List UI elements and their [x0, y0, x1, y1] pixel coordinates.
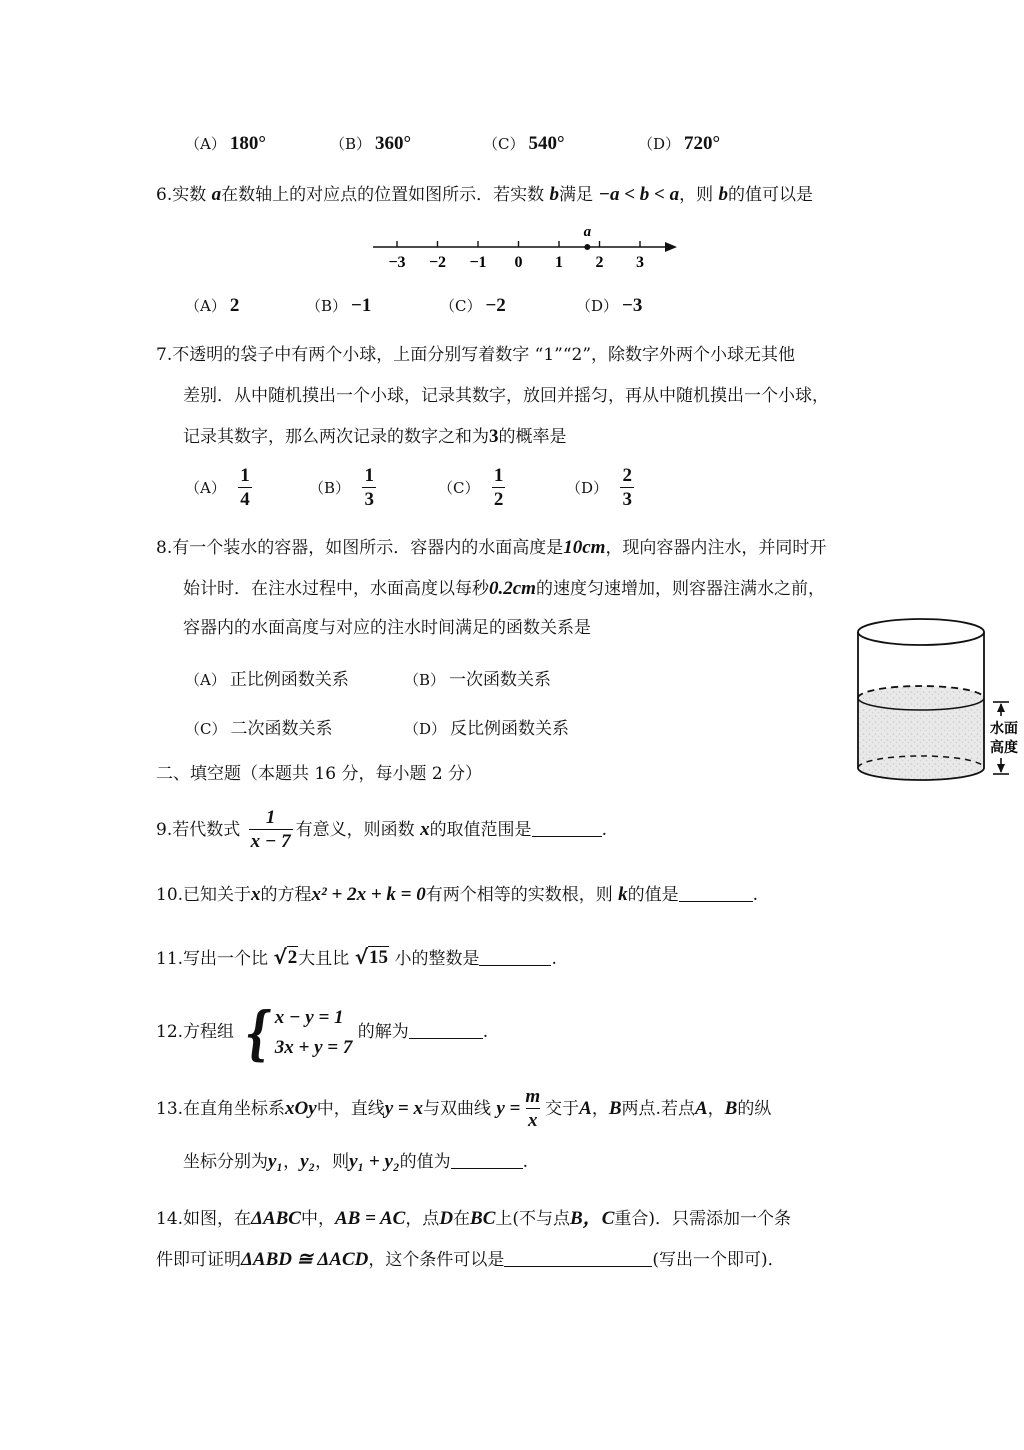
numerator: 1 [364, 465, 374, 486]
q7-text: 的概率是 [498, 427, 567, 447]
q11-stem [156, 945, 557, 971]
inequality: −a < b < a [598, 184, 680, 205]
option-value: 二次函数关系 [230, 719, 333, 739]
q12-text: 的解为 [357, 1022, 409, 1042]
point-d: D [439, 1208, 454, 1229]
fraction [362, 465, 376, 512]
answer-blank[interactable] [504, 1248, 652, 1267]
option-label: （D） [566, 479, 609, 497]
equation: x² + 2x + k = 0 [311, 884, 426, 905]
answer-blank[interactable] [409, 1020, 483, 1039]
period: . [522, 1152, 528, 1172]
q9-stem [156, 806, 607, 854]
number-line-tick-label: 2 [595, 254, 604, 271]
q7-number: 3 [489, 426, 499, 447]
q6-option-d [576, 295, 642, 317]
q5-option-a [185, 133, 266, 155]
q14-text: ，这个条件可以是 [368, 1250, 505, 1270]
period: . [482, 1022, 489, 1042]
q7-line-1: 7.不透明的袋子中有两个小球，上面分别写着数字 “1”“2”，除数字外两个小球无其他 [156, 345, 796, 365]
denominator: 4 [240, 489, 250, 510]
q6-stem [156, 183, 813, 207]
q6-text: ，则 [679, 185, 714, 205]
q13-text: 两点.若点 [621, 1099, 695, 1119]
q9-text: 有意义，则函数 [295, 820, 415, 840]
option-label: （A） [185, 135, 226, 153]
arrow-down-icon [997, 764, 1005, 773]
equality: AB = AC [334, 1208, 406, 1229]
answer-blank[interactable] [451, 1150, 523, 1169]
q14-text: (写出一个即可)． [652, 1250, 785, 1270]
congruence: ΔABD ≅ ΔACD [241, 1249, 369, 1270]
q14-text: 中， [300, 1209, 335, 1229]
option-value: −3 [622, 295, 643, 316]
option-label: （B） [330, 135, 372, 153]
option-label: （C） [483, 135, 525, 153]
var-b: b [549, 184, 560, 205]
option-value: 720° [684, 133, 721, 154]
water-body [858, 686, 984, 780]
option-value: 180° [229, 133, 266, 154]
fraction [620, 465, 634, 512]
var-a: a [211, 184, 222, 205]
option-value: 2 [229, 295, 240, 316]
numerator: 1 [240, 465, 250, 486]
q14-text: 重合)．只需添加一个条 [614, 1209, 792, 1229]
option-label: （B） [404, 671, 446, 689]
q14-text: 14.如图，在 [156, 1209, 252, 1229]
q7-text: 记录其数字，那么两次记录的数字之和为 [183, 427, 489, 447]
container-rim [858, 619, 984, 645]
number-line-tick-label: −1 [469, 254, 487, 271]
q6-number: 6. [156, 185, 173, 205]
q10-stem [156, 883, 758, 907]
option-label: （C） [185, 720, 227, 738]
period: . [601, 820, 607, 840]
radical-icon: √ [273, 945, 287, 969]
q5-option-d [638, 133, 720, 155]
water-container-figure [850, 612, 1024, 792]
number-line-figure [365, 220, 685, 276]
period: . [551, 949, 557, 969]
q8-text: 始计时．在注水过程中，水面高度以每秒 [183, 579, 489, 599]
option-value: 360° [375, 133, 412, 154]
triangle-abc: ΔABC [251, 1208, 301, 1229]
denominator: x [528, 1110, 538, 1131]
radicand: 15 [369, 947, 389, 968]
var-k: k [618, 884, 628, 905]
q13-text: 交于 [545, 1099, 580, 1119]
number-line-arrow-icon [665, 242, 677, 252]
q14-text: ，点 [405, 1209, 440, 1229]
point-a-marker [584, 244, 590, 250]
q8-option-b [404, 665, 551, 690]
q13-text: 的纵 [737, 1099, 772, 1119]
numerator: m [525, 1086, 541, 1107]
point-a: A [694, 1098, 708, 1119]
q11-text: 11.写出一个比 [156, 949, 269, 969]
q6-text: 的值可以是 [728, 185, 814, 205]
option-label: （B） [309, 479, 351, 497]
point-b: B [608, 1098, 622, 1119]
fraction [492, 465, 506, 512]
q6-option-a [185, 295, 239, 317]
hyperbola-lhs: y = [496, 1098, 521, 1119]
q10-text: 的值是 [627, 885, 679, 905]
option-label: （D） [638, 135, 681, 153]
q6-text: 实数 [172, 185, 207, 205]
option-value: −2 [485, 295, 506, 316]
option-label: （C） [440, 297, 482, 315]
system-lines [275, 1003, 353, 1063]
denominator: 3 [622, 489, 632, 510]
number-line-tick-label: 3 [636, 254, 644, 271]
q13-text: 坐标分别为 [183, 1152, 268, 1172]
option-value: 正比例函数关系 [229, 670, 349, 690]
sqrt-15 [355, 945, 389, 969]
point-a: A [579, 1098, 592, 1119]
q8-value: 10cm [563, 537, 606, 558]
q8-text: 8.有一个装水的容器，如图所示．容器内的水面高度是 [156, 538, 564, 558]
var-b: b [718, 184, 729, 205]
q12-stem [156, 998, 489, 1067]
y1: y₁ [268, 1151, 284, 1172]
fraction [249, 807, 293, 854]
q11-text: 大且比 [298, 949, 350, 969]
option-label: （A） [185, 671, 226, 689]
y2: y₂ [300, 1151, 316, 1172]
figure-label-water: 水面 [990, 722, 1018, 737]
period: . [752, 885, 759, 905]
q8-option-c [185, 714, 332, 739]
q8-line-2 [183, 577, 825, 601]
option-label: （C） [438, 479, 480, 497]
q5-option-c [483, 133, 565, 155]
point-a-label: a [583, 224, 592, 240]
q6-text: 满足 [559, 185, 594, 205]
q10-text: 10.已知关于 [156, 885, 252, 905]
q13-line-1 [156, 1085, 771, 1133]
line-equation: y = x [384, 1098, 423, 1119]
number-line-tick-label: 0 [514, 254, 523, 271]
option-label: （D） [576, 297, 619, 315]
numerator: 1 [265, 807, 276, 828]
q13-text: 与双曲线 [422, 1099, 491, 1119]
sqrt-2 [273, 945, 298, 969]
q6-option-c [440, 295, 506, 317]
q13-text: 13.在直角坐标系 [156, 1099, 286, 1119]
var-x: x [251, 884, 261, 905]
q13-text: ，则 [315, 1152, 350, 1172]
q14-text: 在 [453, 1209, 471, 1229]
numerator: 2 [622, 465, 632, 486]
equation-2: 3x + y = 7 [274, 1036, 353, 1058]
sum-expression: y₁ + y₂ [349, 1151, 400, 1172]
denominator: x − 7 [250, 831, 291, 852]
q9-text: 9.若代数式 [156, 820, 241, 840]
option-value: 反比例函数关系 [450, 719, 570, 739]
option-value: 540° [528, 133, 565, 154]
number-line-tick-label: 1 [555, 254, 563, 271]
q7-line-2: 差别．从中随机摸出一个小球，记录其数字，放回并摇匀，再从中随机摸出一个小球， [183, 386, 829, 406]
q13-text: 的值为 [399, 1152, 451, 1172]
number-line-tick-label: −3 [388, 254, 406, 271]
option-label: （A） [185, 479, 226, 497]
numerator: 1 [493, 465, 504, 486]
q11-text: 小的整数是 [394, 949, 480, 969]
q14-line-1 [156, 1207, 791, 1231]
q13-text: ， [283, 1152, 301, 1172]
q13-text: ， [591, 1099, 609, 1119]
q8-text: ，现向容器内注水，并同时开 [605, 538, 827, 558]
q8-option-a [185, 665, 349, 690]
q12-text: 12.方程组 [156, 1022, 235, 1042]
section-heading: 二、填空题（本题共 16 分，每小题 2 分） [156, 764, 483, 784]
option-value: −1 [351, 295, 372, 316]
left-brace-icon: { [245, 998, 272, 1067]
answer-blank[interactable] [479, 947, 551, 966]
option-label: （A） [185, 297, 226, 315]
figure-label-height: 高度 [990, 741, 1018, 756]
q13-text: 中，直线 [316, 1099, 385, 1119]
q7-line-3 [183, 425, 567, 449]
radical-icon: √ [354, 945, 369, 969]
q6-text: 在数轴上的对应点的位置如图所示．若实数 [221, 185, 545, 205]
arrow-up-icon [997, 703, 1005, 712]
q7-option-c [438, 465, 508, 512]
q8-text: 的速度匀速增加，则容器注满水之前， [535, 579, 825, 599]
q8-value: 0.2cm [489, 578, 536, 599]
denominator: 2 [493, 489, 504, 510]
point-b: B [724, 1098, 738, 1119]
number-line-tick-label: −2 [428, 254, 447, 271]
q10-text: 有两个相等的实数根，则 [425, 885, 613, 905]
q14-text: 件即可证明 [156, 1250, 241, 1270]
q9-text: 的取值范围是 [429, 820, 532, 840]
equation-1: x − y = 1 [274, 1006, 344, 1028]
equation-system [239, 998, 353, 1067]
q8-line-3: 容器内的水面高度与对应的注水时间满足的函数关系是 [183, 618, 591, 638]
answer-blank[interactable] [679, 883, 753, 902]
option-label: （B） [306, 297, 348, 315]
q7-option-d [566, 465, 637, 512]
q13-text: ， [707, 1099, 725, 1119]
q5-option-b [330, 133, 411, 155]
coord-system: xOy [285, 1098, 317, 1119]
var-x: x [420, 819, 430, 840]
radicand: 2 [287, 947, 298, 968]
segment-bc: BC [470, 1208, 496, 1229]
q6-option-b [306, 295, 371, 317]
q7-option-a [185, 465, 255, 512]
q13-line-2 [183, 1150, 528, 1174]
q8-line-1 [156, 536, 826, 560]
denominator: 3 [364, 489, 374, 510]
fraction [238, 465, 252, 512]
q8-option-d [404, 714, 569, 739]
fraction [523, 1086, 542, 1133]
points-b-c: B，C [570, 1208, 615, 1229]
option-label: （D） [404, 720, 447, 738]
q10-text: 的方程 [260, 885, 312, 905]
answer-blank[interactable] [532, 818, 602, 837]
option-value: 一次函数关系 [449, 670, 552, 690]
q14-text: 上(不与点 [495, 1209, 571, 1229]
q7-option-b [309, 465, 379, 512]
q14-line-2 [156, 1248, 785, 1272]
